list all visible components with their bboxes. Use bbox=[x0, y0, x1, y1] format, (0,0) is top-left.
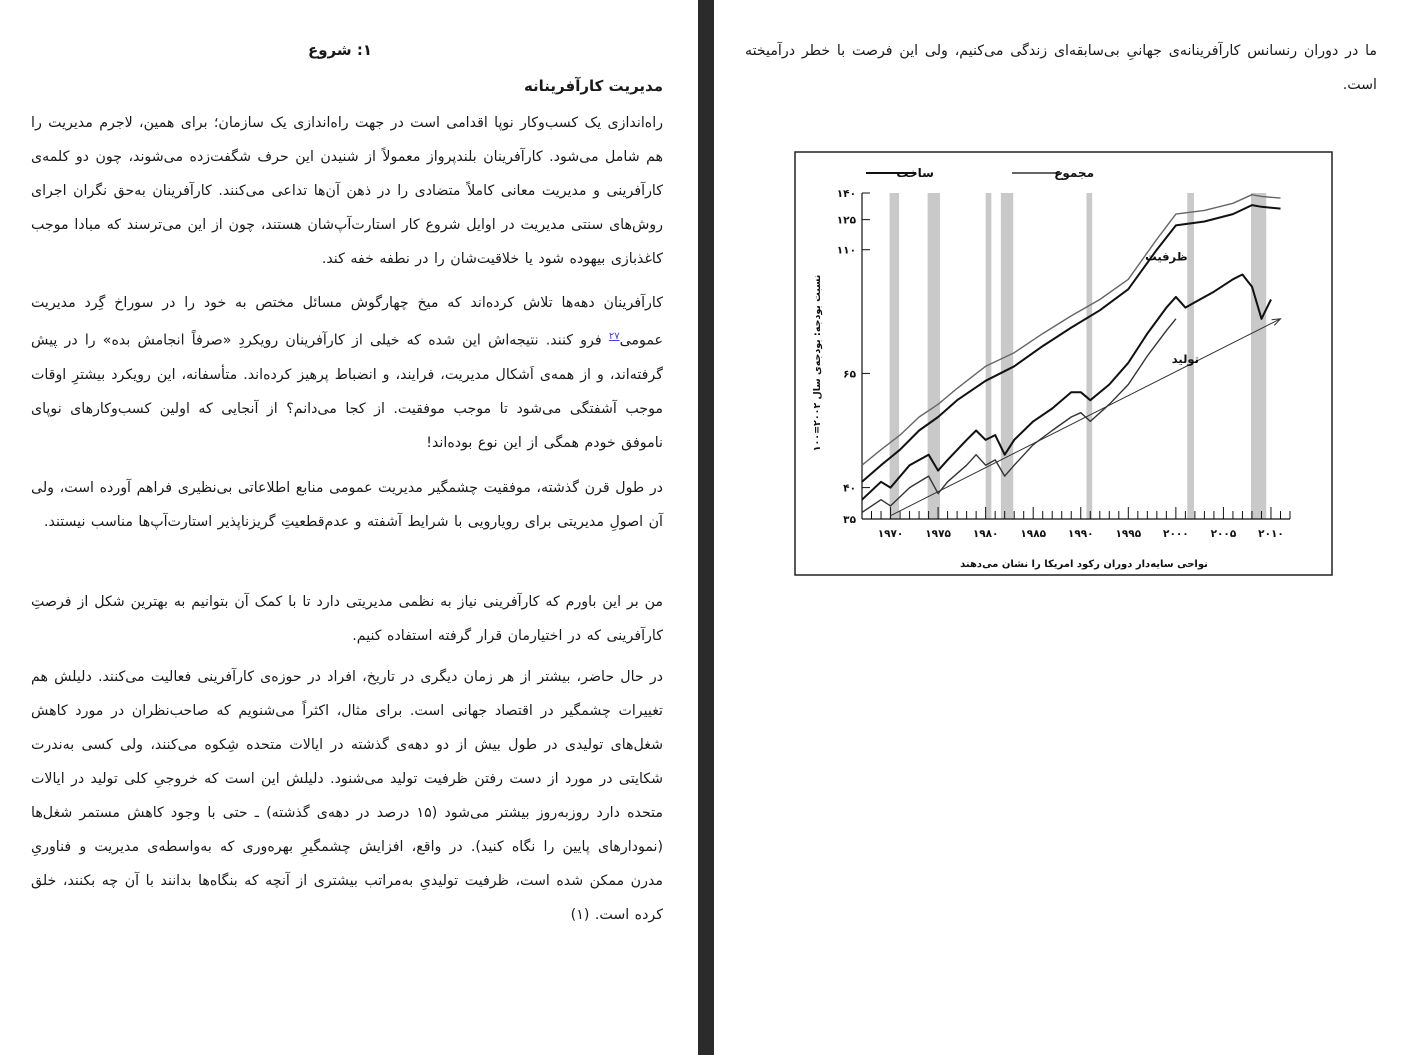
recession-band bbox=[1086, 193, 1092, 519]
page-gutter bbox=[698, 0, 714, 1055]
recession-band bbox=[986, 193, 992, 519]
x-tick-label: ۲۰۱۰ bbox=[1258, 528, 1284, 540]
x-tick-label: ۱۹۷۰ bbox=[877, 528, 904, 540]
x-tick-label: ۲۰۰۰ bbox=[1163, 528, 1189, 540]
paragraph-2 bbox=[31, 286, 663, 460]
y-tick-label: ۳۵ bbox=[843, 514, 856, 526]
intro-paragraph: ما در دوران رنسانس کارآفرینانه‌ی جهانیِ بی‌سابقه‌ای زندگی می‌کنیم، ولی این فرصت با خطر درآمیخته است. bbox=[745, 43, 1377, 93]
paragraph-2-start: کارآفرینان دهه‌ها تلاش کرده‌اند که میخ چهارگوش مسائل مختص به خود را در سوراخ گِرد مدیریت عمومی bbox=[31, 295, 663, 349]
paragraph-1: راه‌اندازی یک کسب‌وکار نوپا اقدامی است در جهت راه‌اندازی یک سازمان؛ برای همین، لاجرم مدیریت را هم شامل می‌شود. کارآفرینان بلندپرواز معمولاً از شنیدن این حرف شگفت‌زده می‌شوند، چون دو کلمه‌ی کارآفرینی و مدیریت معانی کاملاً متضادی را در ذهن آن‌ها تداعی می‌کنند. کارآفرینان به‌حق نگران اجرای روش‌های سنتی مدیریت در اوایل شروع کار استارت‌آپ‌شان هستند، چون از این می‌ترسند که مبادا موجب کاغذبازی بیهوده شود یا خلاقیت‌شان را در نطفه خفه کند. bbox=[31, 115, 663, 267]
y-tick-label: ۱۲۵ bbox=[836, 214, 856, 227]
y-tick-label: ۴۰ bbox=[843, 482, 856, 495]
x-tick-label: ۱۹۹۰ bbox=[1067, 528, 1094, 540]
legend-label: ساخت bbox=[896, 166, 934, 180]
legend-label: مجموع bbox=[1054, 166, 1094, 180]
paragraph-3: در طول قرن گذشته، موفقیت چشمگیر مدیریت عمومی منابع اطلاعاتی بی‌نظیری فراهم آورده است، ولی آن اصولِ مدیریتی برای رویارویی با شرایط آشفته و عدم‌قطعیتِ گریزناپذیر استارت‌آپ‌ها مناسب نیستند. bbox=[31, 480, 663, 530]
recession-band bbox=[1251, 193, 1266, 519]
x-tick-label: ۱۹۹۵ bbox=[1115, 528, 1142, 540]
x-tick-label: ۱۹۸۰ bbox=[972, 528, 999, 540]
x-axis-label: نواحی سایه‌دار دوران رکود امریکا را نشان می‌دهند bbox=[960, 559, 1208, 570]
paragraph-4: من بر این باورم که کارآفرینی نیاز به نظمی مدیریتی دارد تا با کمک آن بتوانیم به بهترین شکل از فرصتِ کارآفرینی که در اختیارمان قرار گرفته استفاده کنیم. bbox=[31, 594, 663, 644]
footnote-link[interactable]: ۲۷ bbox=[608, 331, 620, 342]
chapter-title: ۱: شروع bbox=[307, 41, 372, 59]
series-annotation: تولید bbox=[1171, 351, 1199, 366]
chart-figure bbox=[794, 151, 1333, 576]
y-tick-label: ۱۱۰ bbox=[836, 244, 856, 257]
y-tick-label: ۶۵ bbox=[843, 368, 856, 381]
right-page bbox=[714, 0, 1412, 1055]
x-tick-label: ۱۹۷۵ bbox=[925, 528, 951, 540]
paragraph-5: در حال حاضر، بیشتر از هر زمان دیگری در تاریخ، افراد در حوزه‌ی کارآفرینی فعالیت می‌کنند. دلیلش هم تغییرات چشمگیر در اقتصاد جهانی است. برای مثال، اکثراً می‌شنویم که صاحب‌نظران در مورد کاهش شغل‌های تولیدی در طول بیش از دو دهه‌ی گذشته در ایالات متحده شِکوه می‌کنند، ولی کسی به‌ندرت شکایتی در مورد از دست رفتن ظرفیت تولید می‌شنود. دلیلش این است که خروجیِ کلی تولید در ایالات متحده دارد روزبه‌روز بیشتر می‌شود (۱۵ درصد در دهه‌ی گذشته) ـ حتی با وجود کاهش مستمر شغل‌ها (نمودارهای پایین را نگاه کنید). در واقع، افزایش چشمگیرِ بهره‌وری که به‌واسطه‌ی مدیریت و فناوریِ مدرن ممکن شده است، ظرفیت تولیدیِ به‌مراتب بیشتری از آنچه که بنگاه‌ها بدانند با آن چه بکنند، خلق کرده است. (۱) bbox=[31, 669, 663, 923]
production-chart bbox=[794, 151, 1333, 576]
y-tick-label: ۱۴۰ bbox=[836, 188, 856, 200]
section-title: مدیریت کارآفرینانه bbox=[523, 77, 663, 95]
y-axis-label: نسبت بودجه: بودجه‌ی سال ۲۰۰۲=۱۰۰ bbox=[812, 274, 823, 452]
x-tick-label: ۱۹۸۵ bbox=[1020, 528, 1047, 540]
series-annotation: ظرفیت bbox=[1145, 249, 1188, 264]
x-tick-label: ۲۰۰۵ bbox=[1210, 528, 1237, 540]
recession-band bbox=[890, 193, 900, 519]
left-page bbox=[0, 0, 698, 1055]
paragraph-2-end: فرو کنند. نتیجه‌اش این شده که خیلی از کارآفرینان رویکردِ «صرفاً انجامش بده» را در پیش گرفته‌اند، و از همه‌ی اَشکال مدیریت، فرایند، و انضباط پرهیز کرده‌اند. متأسفانه، این رویکرد بیشترِ اوقات موجب آشفتگی می‌شود تا موجب موفقیت. از کجا می‌دانم؟ از آنجایی که اولین کسب‌وکارهای نوپای ناموفق خودم همگی از این نوع بوده‌اند! bbox=[31, 332, 663, 451]
